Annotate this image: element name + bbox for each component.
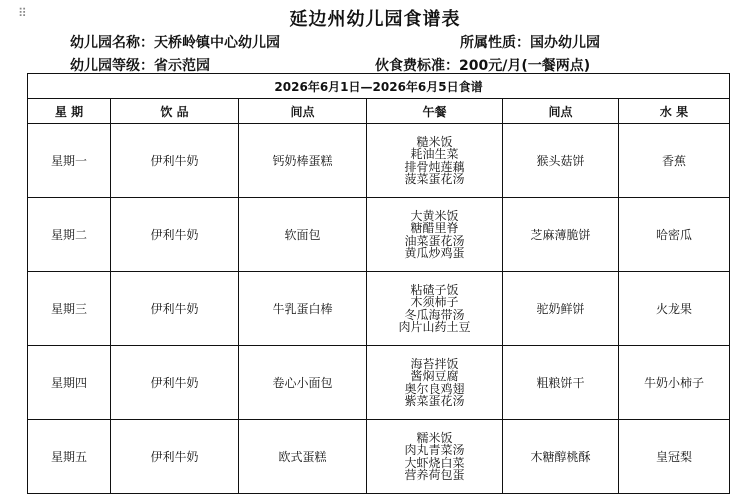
- kindergarten-level: 幼儿园等级：省示范园: [70, 58, 210, 74]
- fee-standard: 伙食费标准：200元/月(一餐两点): [375, 58, 591, 74]
- lunch-dish: 肉片山药土豆: [398, 320, 471, 334]
- lunch-dish: 肉丸青菜汤: [404, 443, 465, 457]
- lunch-dish: 糙米饭: [416, 134, 453, 149]
- lunch-dish: 冬瓜海带汤: [404, 307, 465, 322]
- table-row: [28, 420, 730, 494]
- lunch-dish: 大黄米饭: [410, 208, 459, 223]
- column-header-drink: 饮 品: [111, 99, 239, 124]
- snack-pm-cell: 木糖醇桃酥: [503, 420, 619, 494]
- snack-am-cell: 卷心小面包: [239, 346, 367, 420]
- snack-am-cell: 牛乳蛋白棒: [239, 272, 367, 346]
- column-header-lunch: 午餐: [367, 99, 503, 124]
- table-row: [28, 272, 730, 346]
- lunch-dish: 油菜蛋花汤: [404, 233, 465, 248]
- lunch-dish: 奥尔良鸡翅: [404, 381, 465, 396]
- snack-am-cell: 软面包: [239, 198, 367, 272]
- drink-cell: 伊利牛奶: [111, 346, 239, 420]
- column-header-fruit: 水 果: [619, 99, 730, 124]
- table-row: [28, 124, 730, 198]
- column-header-snack-pm: 间点: [503, 99, 619, 124]
- fruit-cell: 香蕉: [619, 124, 730, 198]
- lunch-cell: [367, 272, 503, 346]
- drink-cell: 伊利牛奶: [111, 198, 239, 272]
- fruit-cell: 哈密瓜: [619, 198, 730, 272]
- table-header-row: [28, 99, 730, 124]
- lunch-cell: [367, 198, 503, 272]
- menu-table: [27, 73, 730, 494]
- snack-pm-cell: 芝麻薄脆饼: [503, 198, 619, 272]
- lunch-cell: [367, 420, 503, 494]
- lunch-cell: [367, 124, 503, 198]
- fruit-cell: 牛奶小柿子: [619, 346, 730, 420]
- lunch-dish: 酱焖豆腐: [410, 369, 459, 383]
- day-cell: 星期二: [28, 198, 111, 272]
- kindergarten-ownership: 所属性质：国办幼儿园: [460, 35, 600, 51]
- drink-cell: 伊利牛奶: [111, 272, 239, 346]
- fruit-cell: 皇冠梨: [619, 420, 730, 494]
- kindergarten-name: 幼儿园名称：天桥岭镇中心幼儿园: [70, 35, 280, 51]
- lunch-dish: 紫菜蛋花汤: [404, 394, 465, 408]
- lunch-cell: [367, 346, 503, 420]
- day-cell: 星期五: [28, 420, 111, 494]
- lunch-dish: 大虾烧白菜: [404, 455, 465, 470]
- table-row: [28, 198, 730, 272]
- lunch-dish: 排骨炖莲藕: [404, 159, 465, 174]
- day-cell: 星期四: [28, 346, 111, 420]
- lunch-dish: 木须柿子: [410, 295, 459, 309]
- snack-pm-cell: 猴头菇饼: [503, 124, 619, 198]
- lunch-dish: 粘碴子饭: [410, 282, 459, 297]
- snack-am-cell: 欧式蛋糕: [239, 420, 367, 494]
- table-caption: 2026年6月1日—2026年6月5日食谱: [28, 74, 730, 99]
- lunch-dish: 糯米饭: [416, 430, 453, 445]
- page-title: 延边州幼儿园食谱表: [289, 9, 461, 30]
- day-cell: 星期三: [28, 272, 111, 346]
- drink-cell: 伊利牛奶: [111, 420, 239, 494]
- column-header-day: 星 期: [28, 99, 111, 124]
- snack-pm-cell: 粗粮饼干: [503, 346, 619, 420]
- day-cell: 星期一: [28, 124, 111, 198]
- column-header-snack-am: 间点: [239, 99, 367, 124]
- lunch-dish: 海苔拌饭: [410, 356, 459, 371]
- lunch-dish: 黄瓜炒鸡蛋: [404, 246, 465, 260]
- table-caption-row: [28, 74, 730, 99]
- lunch-dish: 营养荷包蛋: [404, 468, 465, 482]
- drag-handle-icon[interactable]: ⠿: [18, 6, 26, 20]
- lunch-dish: 糖醋里脊: [410, 221, 459, 235]
- lunch-dish: 耗油生菜: [410, 147, 459, 161]
- fruit-cell: 火龙果: [619, 272, 730, 346]
- lunch-dish: 菠菜蛋花汤: [404, 172, 465, 186]
- snack-pm-cell: 驼奶鲜饼: [503, 272, 619, 346]
- snack-am-cell: 钙奶棒蛋糕: [239, 124, 367, 198]
- drink-cell: 伊利牛奶: [111, 124, 239, 198]
- table-row: [28, 346, 730, 420]
